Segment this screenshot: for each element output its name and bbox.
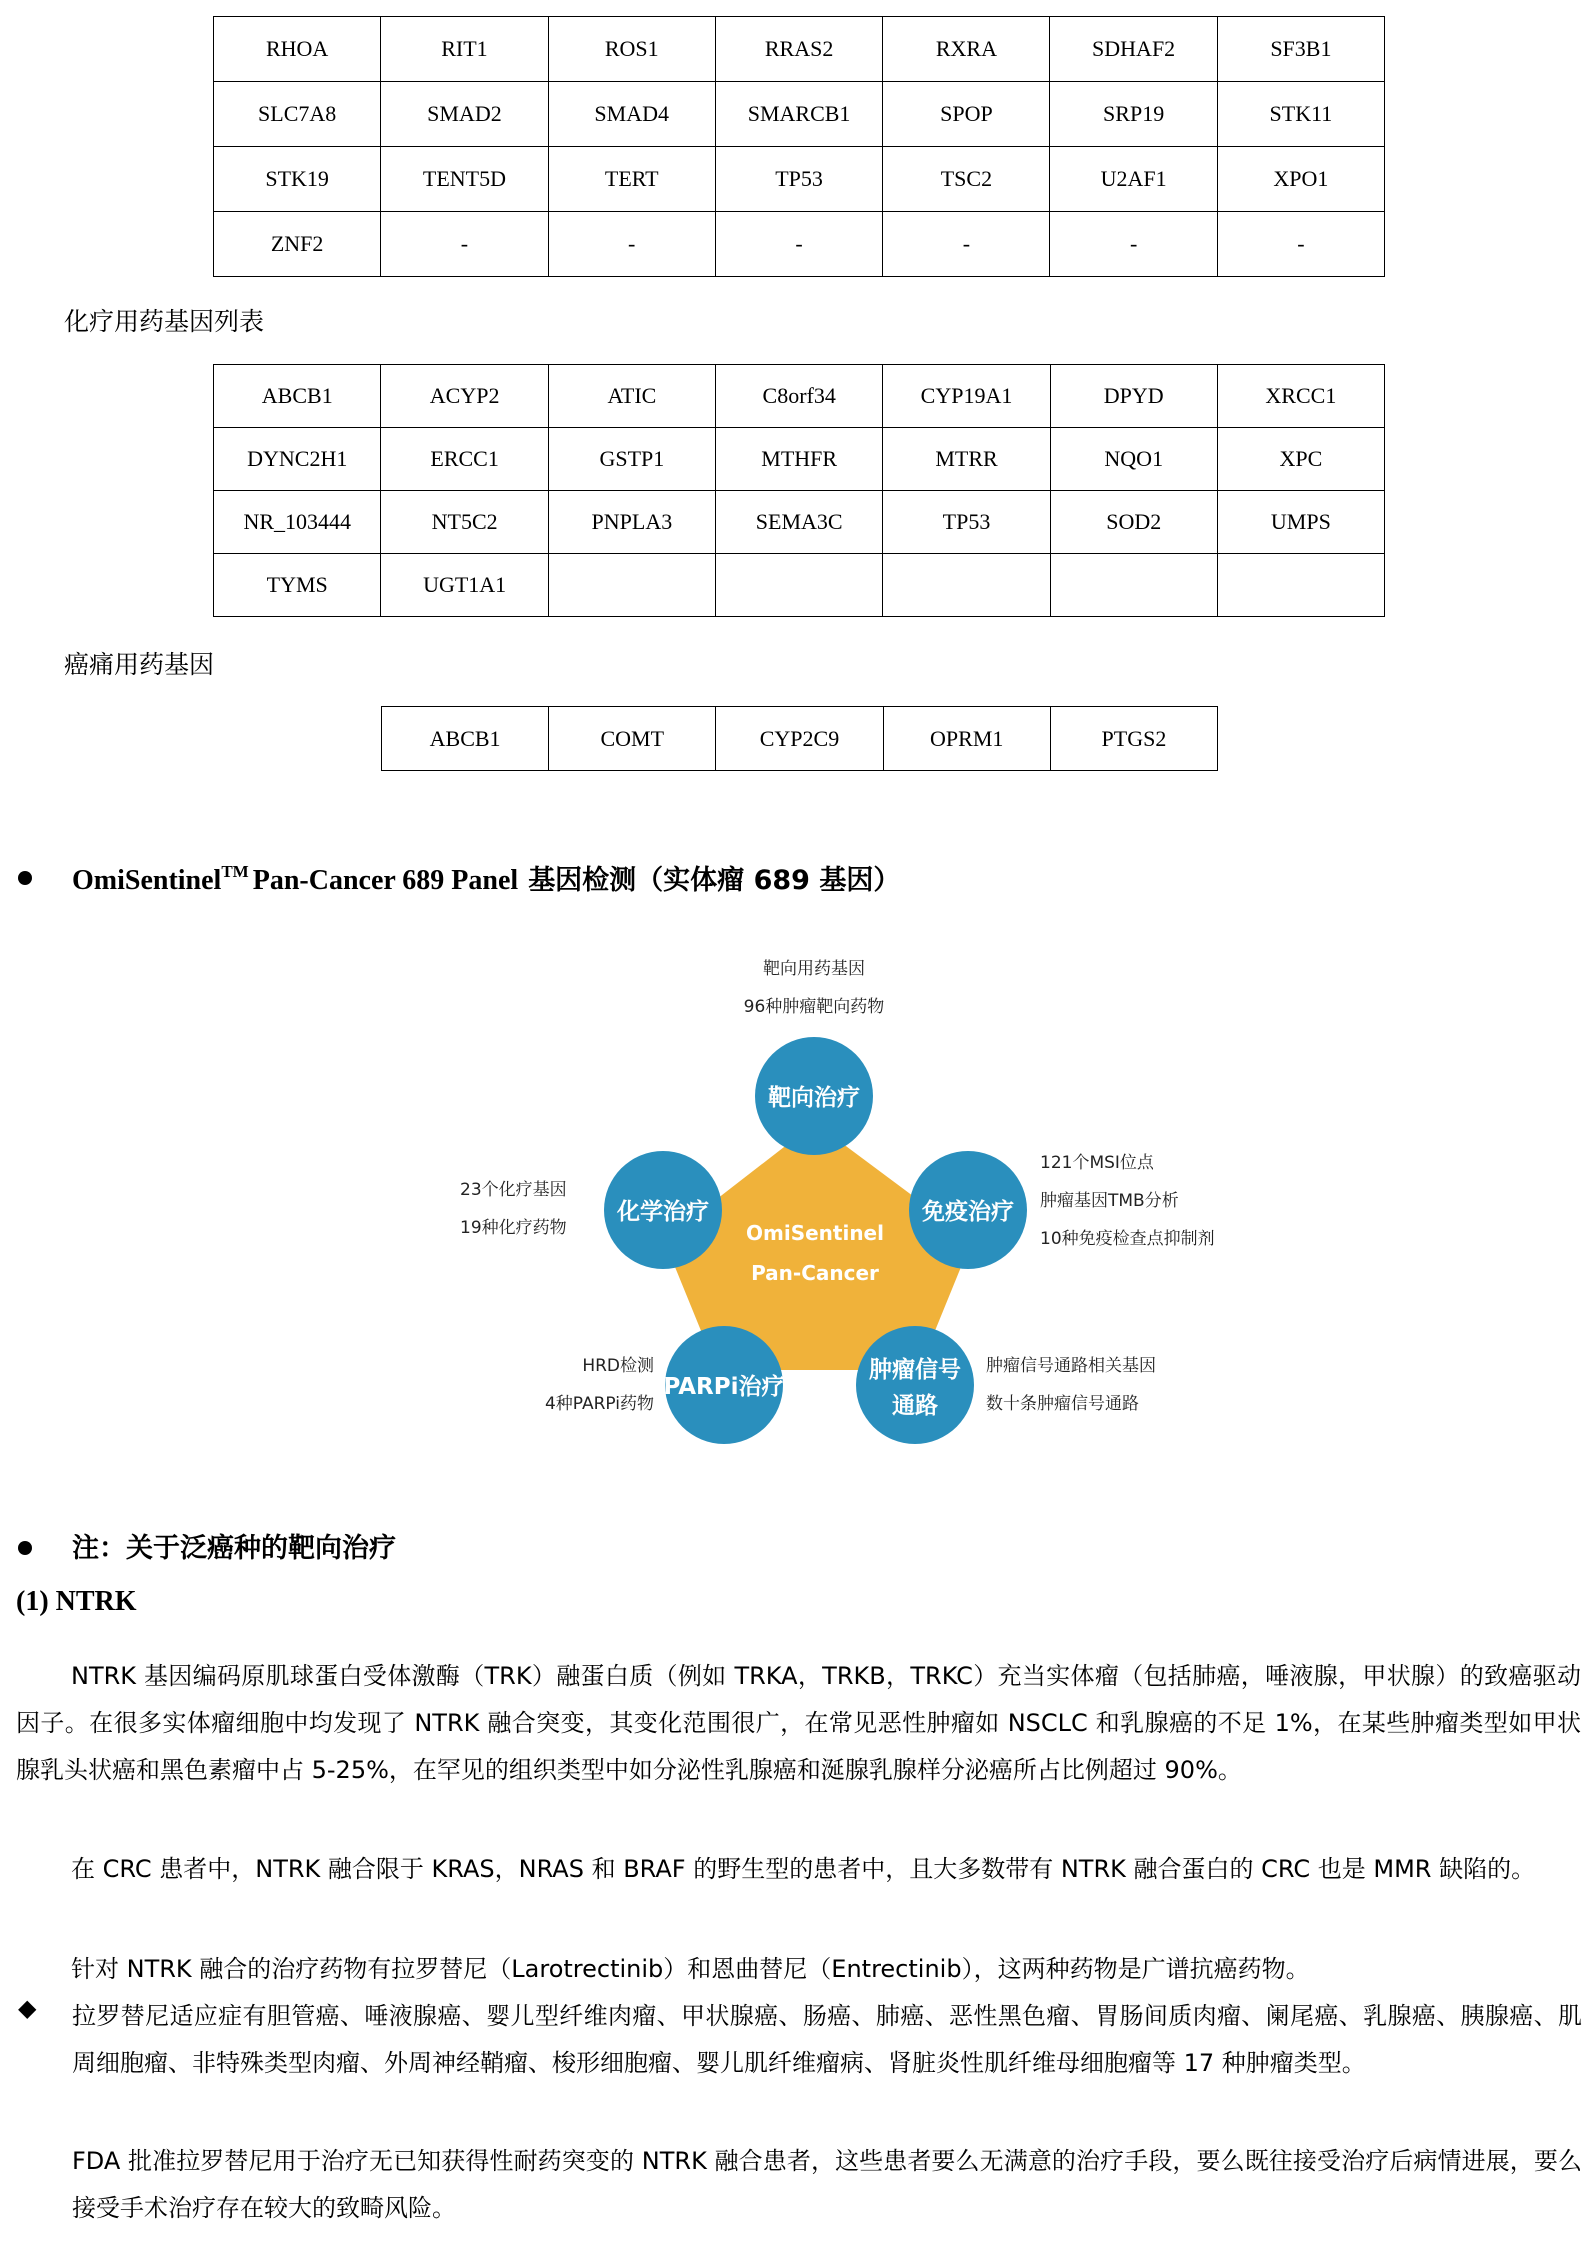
table-cell: NR_103444 (214, 491, 381, 554)
targeted-note-2: 96种肿瘤靶向药物 (743, 997, 885, 1017)
table-cell: ABCB1 (382, 707, 549, 771)
pain-gene-table (381, 706, 1218, 771)
table-cell: CYP19A1 (883, 365, 1050, 428)
table-cell: - (715, 212, 882, 277)
table-cell: C8orf34 (716, 365, 883, 428)
table-cell: ABCB1 (214, 365, 381, 428)
table-cell: CYP2C9 (716, 707, 883, 771)
table-cell: TYMS (214, 554, 381, 617)
table-cell: SOD2 (1050, 491, 1217, 554)
table-cell: XPO1 (1217, 147, 1384, 212)
table-cell (548, 554, 715, 617)
table-cell: - (883, 212, 1050, 277)
chemo-note-2: 19种化疗药物 (460, 1218, 567, 1238)
parpi-note-2: 4种PARPi药物 (544, 1394, 654, 1414)
table-cell: ATIC (548, 365, 715, 428)
table-cell: - (381, 212, 548, 277)
table-row (214, 147, 1385, 212)
table-cell: TP53 (883, 491, 1050, 554)
ntrk-subheading: (1) NTRK (16, 1586, 137, 1617)
table-cell: SPOP (883, 82, 1050, 147)
table-row (214, 491, 1385, 554)
parpi-therapy-label: PARPi治疗 (663, 1374, 785, 1400)
panel-diagram (420, 950, 1260, 1450)
chemotherapy-label: 化学治疗 (617, 1199, 709, 1225)
table-cell (716, 554, 883, 617)
panel-heading (72, 858, 900, 897)
center-label-2: Pan-Cancer (751, 1261, 879, 1285)
table-row (214, 365, 1385, 428)
table-cell: NQO1 (1050, 428, 1217, 491)
table-cell: UMPS (1217, 491, 1384, 554)
immuno-note-2: 肿瘤基因TMB分析 (1040, 1191, 1179, 1211)
table-cell (1217, 554, 1384, 617)
table-cell: PNPLA3 (548, 491, 715, 554)
table-cell: RXRA (883, 17, 1050, 82)
table-cell: - (1050, 212, 1217, 277)
table-cell: COMT (549, 707, 716, 771)
paragraph-5: FDA 批准拉罗替尼用于治疗无已知获得性耐药突变的 NTRK 融合患者，这些患者要么无满意的治疗手段，要么既往接受治疗后病情进展，要么接受手术治疗存在较大的致畸风险。 (72, 2147, 1582, 2222)
parpi-note-1: HRD检测 (582, 1356, 654, 1376)
table-cell: XRCC1 (1217, 365, 1384, 428)
paragraph-4: 拉罗替尼适应症有胆管癌、唾液腺癌、婴儿型纤维肉瘤、甲状腺癌、肠癌、肺癌、恶性黑色瘤、胃肠间质肉瘤、阑尾癌、乳腺癌、胰腺癌、肌周细胞瘤、非特殊类型肉瘤、外周神经鞘瘤、梭形细胞瘤、婴儿肌纤维瘤病、肾脏炎性肌纤维母细胞瘤等 17 种肿瘤类型。 (72, 2002, 1582, 2077)
pain-genes-title: 癌痛用药基因 (64, 650, 215, 679)
table-cell: - (1217, 212, 1384, 277)
gene-table-1-body (214, 17, 1385, 277)
table-cell: RIT1 (381, 17, 548, 82)
table-row (382, 707, 1218, 771)
panel-trademark: TM (221, 862, 249, 881)
table-cell: TSC2 (883, 147, 1050, 212)
table-cell: SRP19 (1050, 82, 1217, 147)
table-row (214, 554, 1385, 617)
chemo-gene-table-body (214, 365, 1385, 617)
bullet-dot (18, 871, 32, 885)
table-cell: RRAS2 (715, 17, 882, 82)
table-cell: GSTP1 (548, 428, 715, 491)
table-cell: SLC7A8 (214, 82, 381, 147)
center-label-1: OmiSentinel (746, 1221, 884, 1245)
pathway-note-2: 数十条肿瘤信号通路 (986, 1394, 1139, 1414)
table-cell: SMAD4 (548, 82, 715, 147)
table-cell: TP53 (715, 147, 882, 212)
table-cell: OPRM1 (883, 707, 1050, 771)
targeted-therapy-label: 靶向治疗 (768, 1085, 860, 1111)
table-cell: SMAD2 (381, 82, 548, 147)
pain-gene-table-body (382, 707, 1218, 771)
table-cell: U2AF1 (1050, 147, 1217, 212)
pathway-note-1: 肿瘤信号通路相关基因 (986, 1356, 1156, 1376)
immuno-note-1: 121个MSI位点 (1040, 1153, 1154, 1173)
paragraph-2: 在 CRC 患者中，NTRK 融合限于 KRAS，NRAS 和 BRAF 的野生型的患者中，且大多数带有 NTRK 融合蛋白的 CRC 也是 MMR 缺陷的。 (71, 1855, 1536, 1883)
table-cell: SDHAF2 (1050, 17, 1217, 82)
diamond-bullet: ◆ (18, 1994, 37, 2022)
table-cell: DYNC2H1 (214, 428, 381, 491)
table-cell: TENT5D (381, 147, 548, 212)
table-cell: UGT1A1 (381, 554, 548, 617)
table-cell: NT5C2 (381, 491, 548, 554)
table-cell: - (548, 212, 715, 277)
signal-pathway-label-1: 肿瘤信号 (869, 1357, 961, 1383)
table-cell: SMARCB1 (715, 82, 882, 147)
paragraph-1: NTRK 基因编码原肌球蛋白受体激酶（TRK）融蛋白质（例如 TRKA，TRKB，TRKC）充当实体瘤（包括肺癌，唾液腺，甲状腺）的致癌驱动因子。在很多实体瘤细胞中均发现了 NTRK 融合突变，其变化范围很广，在常见恶性肿瘤如 NSCLC 和乳腺癌的不足 1%，在某些肿瘤类型如甲状腺乳头状癌和黑色素瘤中占 5-25%，在罕见的组织类型中如分泌性乳腺癌和涎腺乳腺样分泌癌所占比例超过 90%。 (16, 1662, 1581, 1784)
table-cell: SEMA3C (716, 491, 883, 554)
table-cell: PTGS2 (1050, 707, 1217, 771)
table-cell (1050, 554, 1217, 617)
table-cell: MTHFR (716, 428, 883, 491)
immunotherapy-label: 免疫治疗 (922, 1199, 1014, 1225)
table-cell: ROS1 (548, 17, 715, 82)
note-heading: 注：关于泛癌种的靶向治疗 (72, 1533, 396, 1564)
signal-pathway-label-2: 通路 (892, 1393, 938, 1419)
table-row (214, 17, 1385, 82)
table-cell: DPYD (1050, 365, 1217, 428)
panel-name: Pan-Cancer 689 Panel (252, 865, 519, 896)
table-cell: SF3B1 (1217, 17, 1384, 82)
table-cell: MTRR (883, 428, 1050, 491)
table-cell: ACYP2 (381, 365, 548, 428)
panel-cn-title: 基因检测（实体瘤 689 基因） (528, 865, 901, 896)
chemo-gene-table (213, 364, 1385, 617)
targeted-note-1: 靶向用药基因 (763, 959, 865, 979)
signal-pathway-circle (856, 1326, 974, 1444)
chemo-genes-title: 化疗用药基因列表 (64, 307, 265, 336)
table-cell: STK11 (1217, 82, 1384, 147)
table-row (214, 212, 1385, 277)
table-cell: ZNF2 (214, 212, 381, 277)
table-cell: XPC (1217, 428, 1384, 491)
table-cell: ERCC1 (381, 428, 548, 491)
panel-brand: OmiSentinel (72, 865, 222, 896)
table-cell: STK19 (214, 147, 381, 212)
chemo-note-1: 23个化疗基因 (460, 1180, 567, 1200)
paragraph-3: 针对 NTRK 融合的治疗药物有拉罗替尼（Larotrectinib）和恩曲替尼（Entrectinib），这两种药物是广谱抗癌药物。 (71, 1955, 1310, 1983)
table-row (214, 428, 1385, 491)
table-row (214, 82, 1385, 147)
bullet-dot (18, 1541, 32, 1555)
gene-table-1 (213, 16, 1385, 277)
table-cell: TERT (548, 147, 715, 212)
table-cell: RHOA (214, 17, 381, 82)
table-cell (883, 554, 1050, 617)
immuno-note-3: 10种免疫检查点抑制剂 (1040, 1229, 1215, 1249)
